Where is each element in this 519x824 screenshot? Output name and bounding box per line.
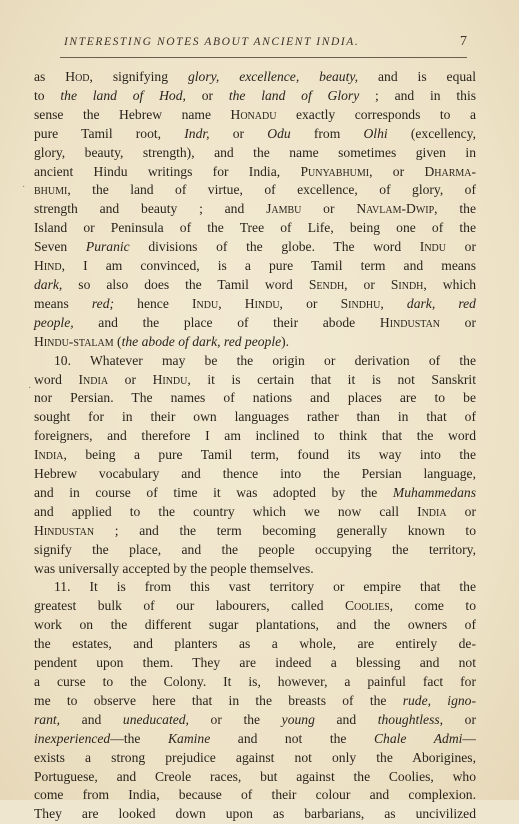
text-run: so also does the Tamil word	[62, 276, 309, 292]
text-line	[34, 730, 476, 749]
small-caps-term: Sendh,	[308, 276, 348, 292]
small-caps-term: Hindustan	[34, 522, 95, 538]
text-line	[34, 711, 476, 730]
text-line	[34, 68, 476, 87]
header-rule	[60, 57, 467, 58]
text-run: exactly corresponds to a	[276, 106, 476, 122]
text-run: or	[185, 87, 229, 103]
text-run: was universally accepted by the people themselves.	[34, 560, 314, 576]
text-run: 11. It is from this vast territory or empire that the	[54, 579, 476, 595]
text-run: or	[301, 201, 357, 217]
text-run: Portuguese, and Creole races, but against the Coolies, who	[34, 768, 476, 784]
text-run: —	[462, 730, 477, 746]
text-run: Island or Peninsula of the Tree of Life, being one of the	[34, 220, 476, 236]
italic-text: uneducated,	[122, 711, 189, 727]
small-caps-term: Hindustan	[379, 314, 441, 330]
text-line	[34, 522, 476, 541]
text-line	[34, 314, 476, 333]
italic-text: Kamine	[167, 730, 211, 746]
italic-text: Chale Admi	[373, 730, 463, 746]
italic-text: Olhi	[363, 125, 388, 141]
text-line	[34, 654, 476, 673]
text-run: word	[34, 371, 79, 387]
text-line	[34, 200, 476, 219]
text-line	[34, 144, 476, 163]
small-caps-term: Indu,	[192, 295, 222, 311]
text-run: Hebrew vocabulary and thence into the Persian language,	[34, 466, 476, 482]
text-run: ; and in this	[359, 87, 477, 103]
small-caps-term: Punyabhumi,	[300, 163, 373, 179]
italic-text: dark, red	[406, 295, 476, 311]
text-run: or	[446, 239, 476, 255]
text-run: strength and beauty ; and	[34, 201, 267, 217]
text-run: and is equal	[358, 69, 476, 84]
text-run: the	[437, 201, 476, 217]
text-line	[34, 125, 476, 144]
text-run	[384, 296, 407, 311]
text-line	[34, 446, 476, 465]
italic-text: Odu	[267, 125, 291, 141]
text-line	[34, 673, 476, 692]
text-run: (	[113, 333, 122, 349]
text-run: pure Tamil root,	[34, 125, 185, 141]
text-run: 10. Whatever may be the origin or derivation of the	[54, 352, 476, 368]
text-line	[34, 560, 476, 579]
small-caps-term: Hod	[65, 69, 90, 84]
text-run: ancient Hindu writings for India,	[34, 163, 301, 179]
margin-mark: ·	[28, 383, 32, 394]
text-line	[34, 276, 476, 295]
small-caps-term: Dharma-	[424, 163, 477, 179]
italic-text: people,	[34, 314, 74, 330]
small-caps-term: Hindu,	[152, 371, 191, 387]
text-line	[34, 333, 476, 352]
text-run: and	[314, 711, 378, 727]
text-run: come from India, because of their colour and complexion.	[34, 787, 476, 803]
text-line	[34, 219, 476, 238]
text-line	[34, 106, 476, 125]
text-run	[222, 296, 245, 311]
text-line	[34, 786, 476, 805]
text-run: sought for in their own languages rather than in that of	[34, 409, 476, 425]
text-run: as	[34, 69, 66, 84]
text-run: or	[282, 295, 341, 311]
text-run: being a pure Tamil term, found its way into the	[66, 447, 476, 463]
text-run: come to	[393, 598, 476, 614]
small-caps-term: India	[417, 503, 447, 519]
text-run: divisions of the globe. The word	[129, 239, 420, 255]
text-line	[34, 749, 476, 768]
text-line	[34, 692, 476, 711]
text-run: Seven	[34, 239, 86, 255]
text-run: hence	[114, 295, 193, 311]
margin-mark: ·	[22, 182, 26, 193]
text-run: pendent upon them. They are indeed a blessing and not	[34, 655, 476, 671]
text-line	[34, 427, 476, 446]
text-run: foreigners, and therefore I am inclined to think that the word	[34, 428, 476, 444]
small-caps-term: India,	[34, 447, 67, 463]
text-run: I am convinced, is a pure Tamil term and means	[65, 258, 476, 274]
text-line	[34, 389, 476, 408]
text-run: exists a strong prejudice against not only the Aborigines,	[34, 749, 476, 765]
text-run: or	[446, 503, 476, 519]
small-caps-term: Honadu	[230, 106, 277, 122]
small-caps-term: Coolies,	[345, 598, 394, 614]
text-line	[34, 597, 476, 616]
italic-text: dark,	[34, 276, 63, 292]
text-run: greatest bulk of our labourers, called	[34, 598, 346, 614]
text-run: to	[34, 87, 61, 103]
text-line	[34, 352, 476, 371]
text-run: or the	[188, 711, 282, 727]
running-head	[56, 36, 467, 56]
text-line	[34, 408, 476, 427]
italic-text: young	[281, 711, 315, 727]
text-run: glory, beauty, strength), and the name sometimes given in	[34, 144, 476, 160]
text-line	[34, 181, 476, 200]
text-run: or	[108, 371, 153, 387]
text-run: or	[209, 125, 268, 141]
page-number: 7	[460, 34, 467, 49]
italic-text: inexperienced	[34, 730, 111, 746]
text-run: or	[440, 314, 477, 330]
text-run: or	[347, 276, 391, 292]
text-run: ).	[281, 333, 290, 349]
text-run: which	[426, 276, 476, 292]
italic-text: red;	[91, 295, 115, 311]
text-run: or	[443, 711, 476, 727]
text-line	[34, 503, 476, 522]
italic-text: the abode of dark, red people	[121, 333, 282, 349]
text-line	[34, 465, 476, 484]
text-run: it is certain that it is not Sanskrit	[190, 371, 476, 387]
text-line	[34, 616, 476, 635]
text-line	[34, 768, 476, 787]
text-run: sense the Hebrew name	[34, 106, 231, 122]
text-run: and not the	[210, 730, 374, 746]
text-line	[34, 484, 476, 503]
text-line	[34, 578, 476, 597]
text-run: from	[290, 125, 364, 141]
text-run: and	[60, 711, 123, 727]
text-run: me to observe here that in the breasts of the	[34, 692, 403, 708]
text-run: , signifying	[89, 69, 188, 84]
text-run: and in course of time it was adopted by the	[34, 484, 393, 500]
running-head-title: INTERESTING NOTES ABOUT ANCIENT INDIA.	[64, 36, 360, 48]
text-line	[34, 87, 476, 106]
text-run: They are looked down upon as barbarians, as uncivilized	[34, 806, 476, 822]
italic-text: thoughtless,	[377, 711, 444, 727]
small-caps-term: Jambu	[266, 201, 302, 217]
text-run: a curse to the Colony. It is, however, a painful fact for	[34, 674, 476, 689]
small-caps-term: bhumi,	[34, 182, 71, 198]
italic-text: the land of Hod,	[60, 87, 186, 103]
text-line	[34, 635, 476, 654]
text-run: means	[34, 295, 92, 311]
text-line	[34, 238, 476, 257]
text-run: work on the different sugar plantations, and the owners of	[34, 617, 476, 633]
small-caps-term: Sindhu,	[340, 295, 384, 311]
small-caps-term: Navlam-Dwip,	[356, 201, 438, 217]
italic-text: Puranic	[85, 239, 130, 255]
text-line	[34, 805, 476, 824]
text-run: and the place of their abode	[73, 314, 380, 330]
italic-text: the land of Glory	[228, 87, 360, 103]
text-run: ; and the term becoming generally known to	[94, 522, 476, 538]
small-caps-term: India	[78, 371, 109, 387]
text-run: signify the place, and the people occupying the territory,	[34, 541, 476, 557]
small-caps-term: Hindu-stalam	[34, 333, 114, 349]
small-caps-term: Sindh,	[390, 276, 427, 292]
italic-text: rude, igno-	[402, 692, 476, 708]
text-run: (excellency,	[387, 125, 476, 141]
text-run: and applied to the country which we now call	[34, 503, 418, 519]
small-caps-term: Hindu,	[244, 295, 283, 311]
italic-text: rant,	[34, 711, 61, 727]
text-run: or	[372, 163, 425, 179]
small-caps-term: Hind,	[34, 258, 65, 274]
text-line	[34, 257, 476, 276]
italic-text: Muhammedans	[392, 484, 476, 500]
small-caps-term: Indu	[419, 239, 446, 255]
text-run: nor Persian. The names of nations and places are to be	[34, 390, 476, 406]
text-line	[34, 295, 476, 314]
text-run: the land of virtue, of excellence, of glory, of	[70, 182, 476, 198]
text-line	[34, 163, 476, 182]
text-run: the estates, and planters as a whole, are entirely de-	[34, 636, 476, 652]
text-run: —the	[110, 730, 168, 746]
text-line	[34, 371, 476, 390]
body-text	[34, 68, 476, 824]
italic-text: glory, excellence, beauty,	[187, 69, 359, 84]
italic-text: Indr,	[184, 125, 210, 141]
text-line	[34, 541, 476, 560]
